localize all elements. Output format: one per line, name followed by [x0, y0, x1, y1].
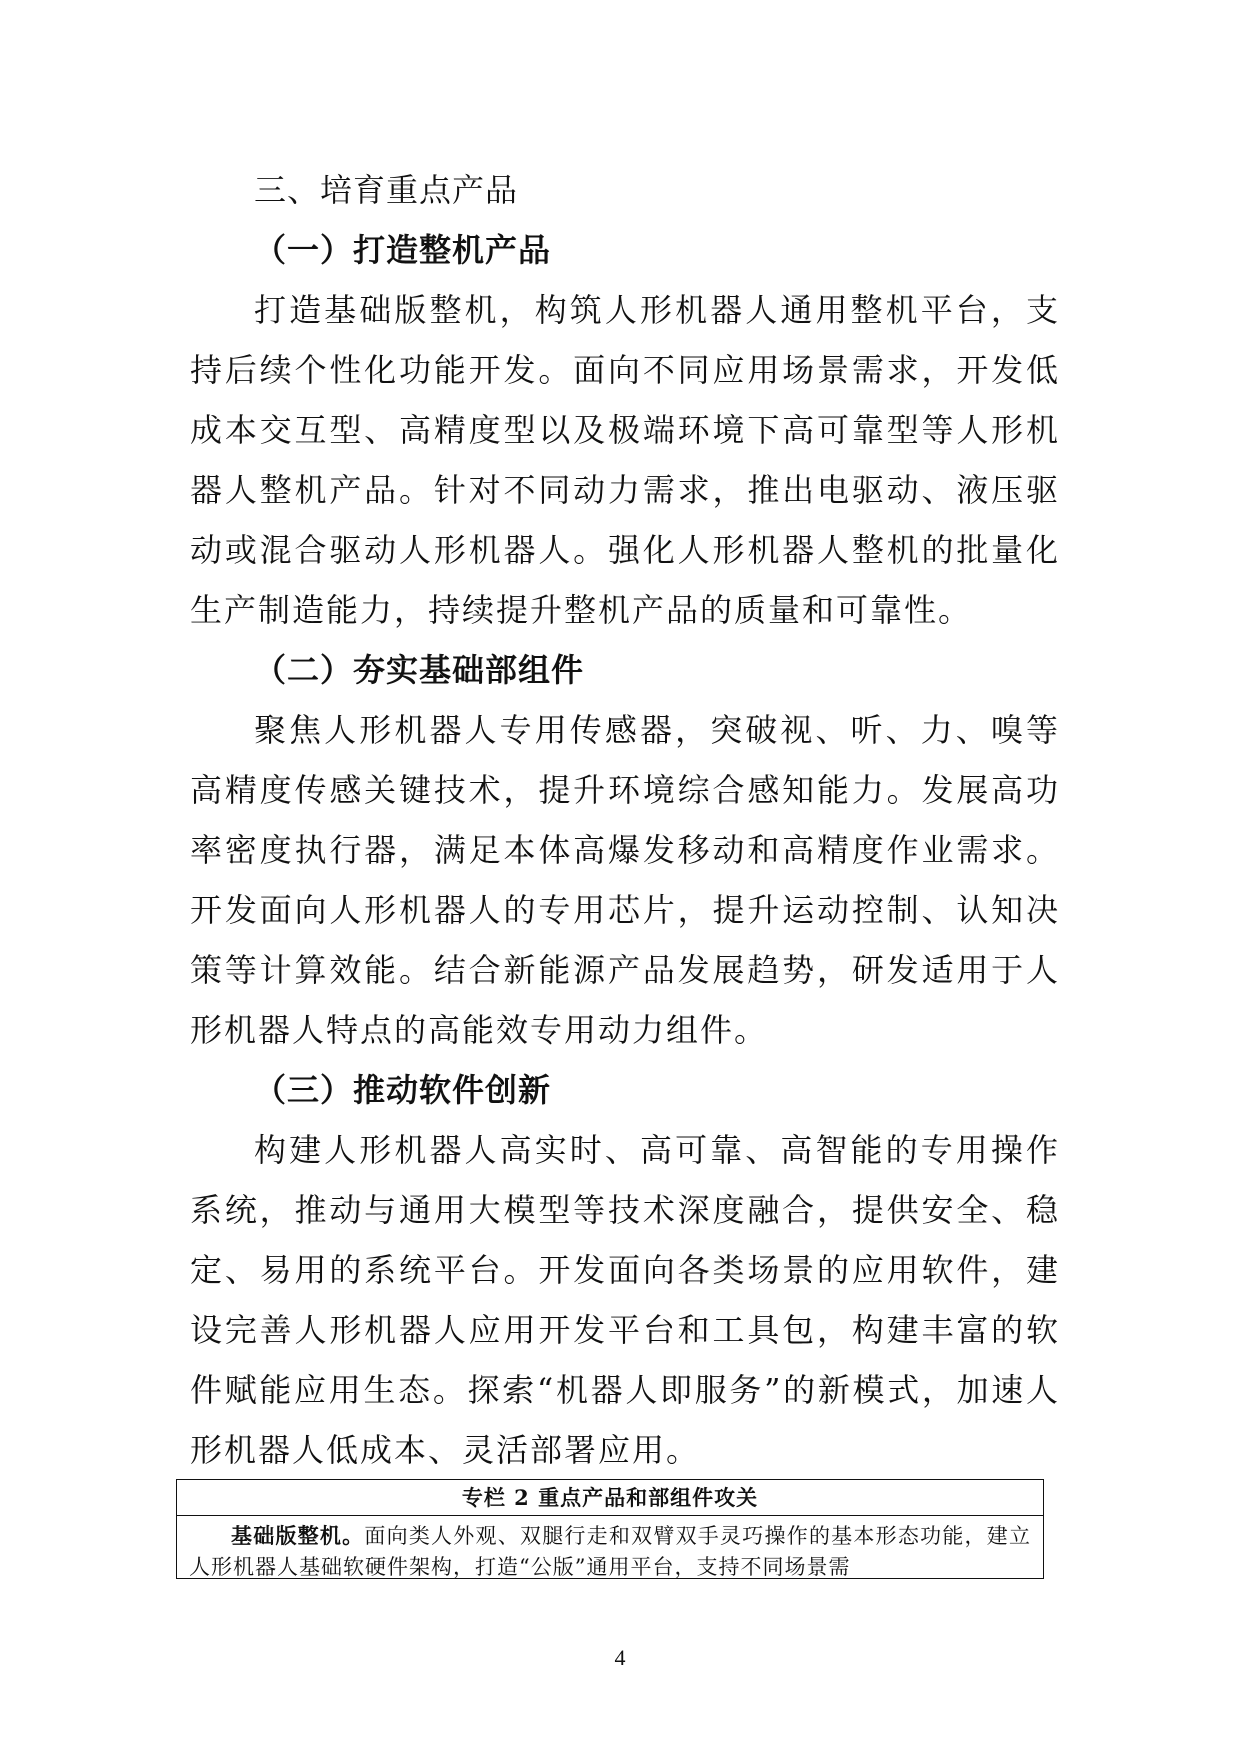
subsection-heading-2: （二）夯实基础部组件: [254, 651, 585, 689]
section-heading: 三、培育重点产品: [254, 171, 519, 209]
box-title: 专栏 2 重点产品和部组件攻关: [177, 1480, 1043, 1516]
page-number: 4: [614, 1645, 626, 1670]
box-body: [177, 1516, 1043, 1583]
box-lead: 基础版整机。: [231, 1523, 365, 1548]
subsection-heading-3: （三）推动软件创新: [254, 1071, 552, 1109]
sidebar-box: [176, 1479, 1044, 1579]
main-content: [190, 160, 1060, 1480]
paragraph-3: 构建人形机器人高实时、高可靠、高智能的专用操作系统，推动与通用大模型等技术深度融合，提供安全、稳定、易用的系统平台。开发面向各类场景的应用软件，建设完善人形机器人应用开发平台和工具包，构建丰富的软件赋能应用生态。探索“机器人即服务”的新模式，加速人形机器人低成本、灵活部署应用。: [190, 1131, 1060, 1469]
box-text: 面向类人外观、双腿行走和双臂双手灵巧操作的基本形态功能，建立人形机器人基础软硬件架构，打造“公版”通用平台，支持不同场景需: [189, 1524, 1032, 1579]
paragraph-1: 打造基础版整机，构筑人形机器人通用整机平台，支持后续个性化功能开发。面向不同应用场景需求，开发低成本交互型、高精度型以及极端环境下高可靠型等人形机器人整机产品。针对不同动力需求，推出电驱动、液压驱动或混合驱动人形机器人。强化人形机器人整机的批量化生产制造能力，持续提升整机产品的质量和可靠性。: [190, 291, 1060, 629]
subsection-heading-1: （一）打造整机产品: [254, 231, 552, 269]
paragraph-2: 聚焦人形机器人专用传感器，突破视、听、力、嗅等高精度传感关键技术，提升环境综合感知能力。发展高功率密度执行器，满足本体高爆发移动和高精度作业需求。开发面向人形机器人的专用芯片，提升运动控制、认知决策等计算效能。结合新能源产品发展趋势，研发适用于人形机器人特点的高能效专用动力组件。: [190, 711, 1060, 1049]
